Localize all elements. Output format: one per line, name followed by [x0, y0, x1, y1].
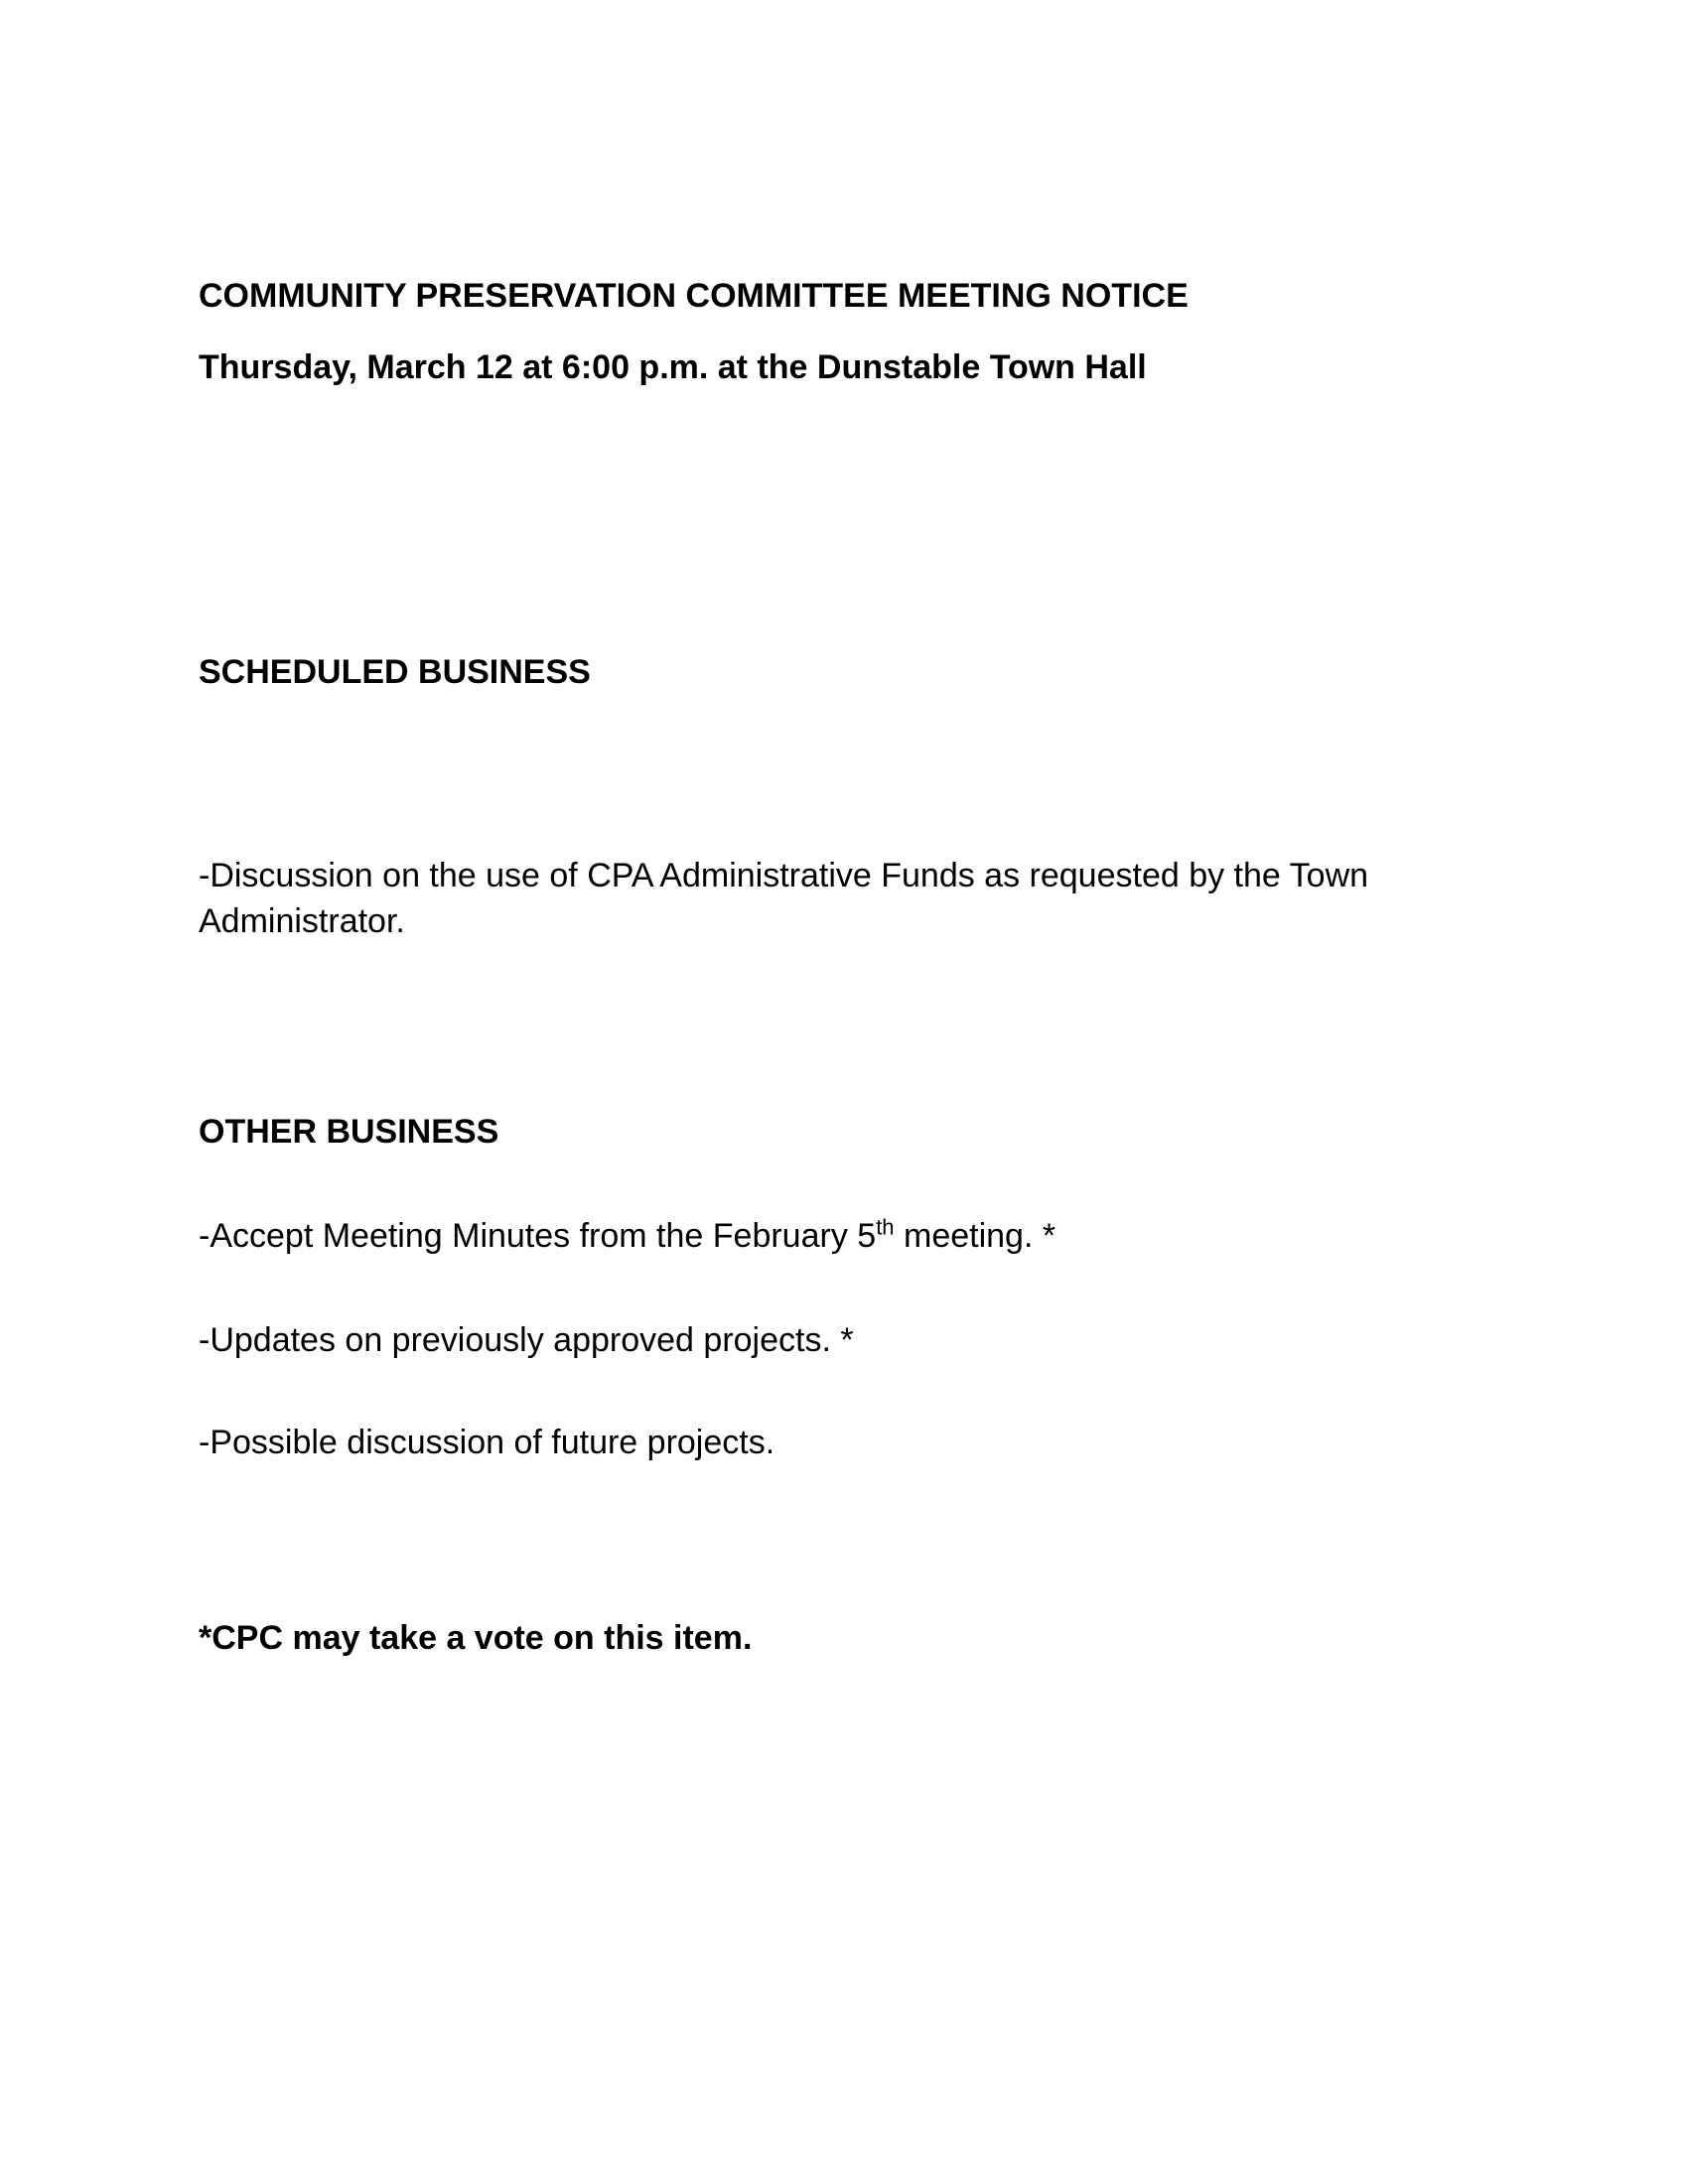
- other-business-item-minutes: [199, 1213, 1509, 1259]
- meeting-notice-title: COMMUNITY PRESERVATION COMMITTEE MEETING NOTICE: [199, 277, 1189, 315]
- minutes-item-prefix: -Accept Meeting Minutes from the February 5: [199, 1217, 877, 1255]
- other-business-item-future-projects: -Possible discussion of future projects.: [199, 1424, 775, 1461]
- other-business-item-updates: -Updates on previously approved projects. *: [199, 1321, 854, 1359]
- meeting-datetime-location: Thursday, March 12 at 6:00 p.m. at the Dunstable Town Hall: [199, 348, 1147, 386]
- scheduled-item-line-2: Administrator.: [199, 902, 405, 940]
- vote-footnote: *CPC may take a vote on this item.: [199, 1619, 753, 1657]
- scheduled-business-heading: SCHEDULED BUSINESS: [199, 653, 591, 691]
- scheduled-business-item: [199, 853, 1509, 944]
- minutes-item-ordinal-superscript: th: [876, 1214, 895, 1240]
- minutes-item-suffix: meeting. *: [894, 1217, 1056, 1255]
- other-business-heading: OTHER BUSINESS: [199, 1113, 499, 1151]
- scheduled-item-line-1: -Discussion on the use of CPA Administrative Funds as requested by the Town: [199, 857, 1369, 894]
